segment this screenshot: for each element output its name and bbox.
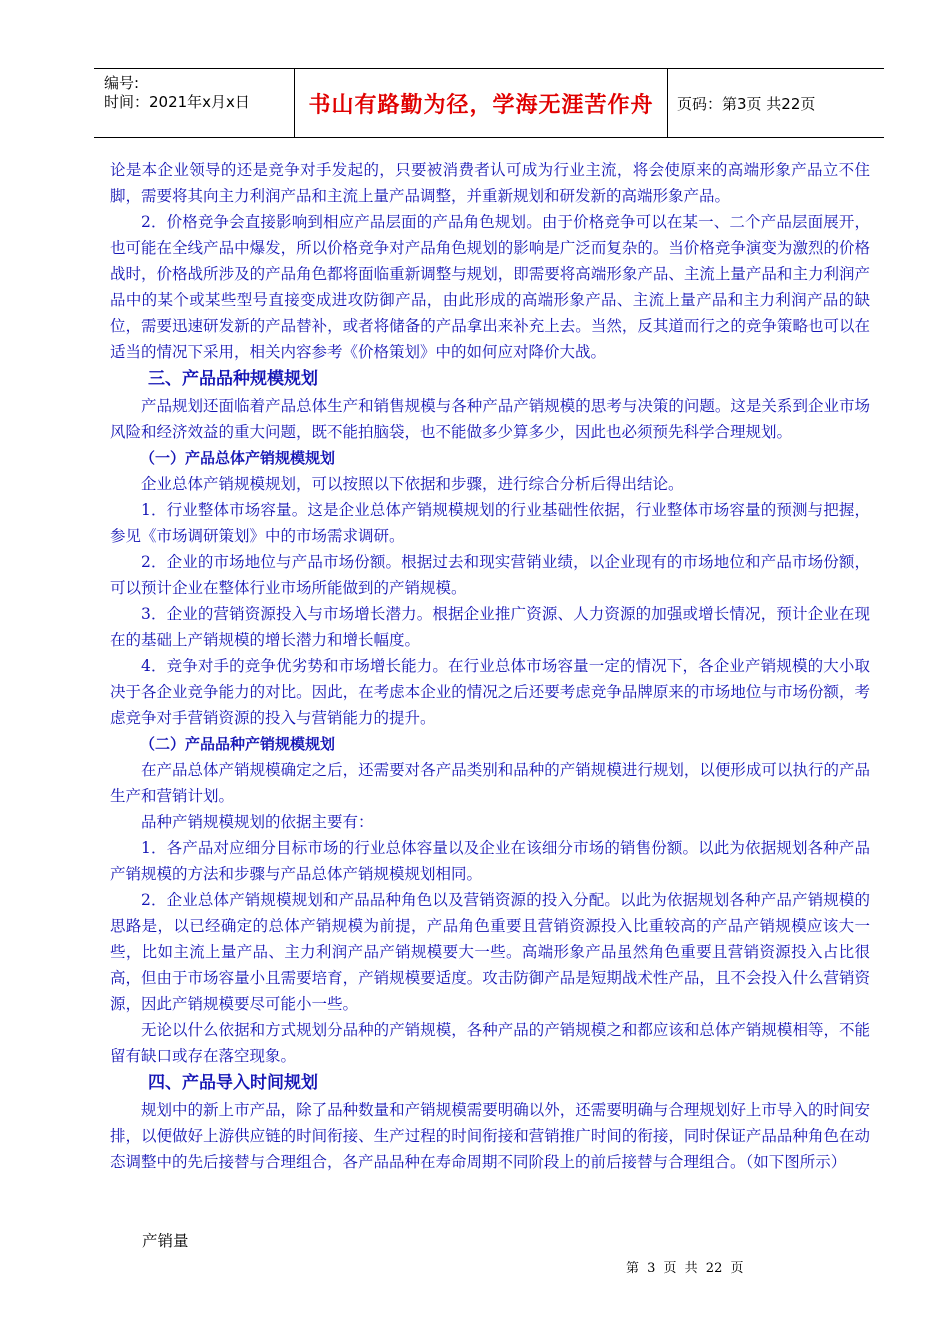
page-header	[94, 68, 884, 138]
paragraph: 无论以什么依据和方式规划分品种的产销规模，各种产品的产销规模之和都应该和总体产销规模相等，不能留有缺口或存在落空现象。	[110, 1021, 870, 1065]
page-footer: 第 3 页 共 22 页	[626, 1261, 744, 1276]
paragraph: 企业总体产销规模规划，可以按照以下依据和步骤，进行综合分析后得出结论。	[141, 475, 684, 493]
paragraph: 规划中的新上市产品，除了品种数量和产销规模需要明确以外，还需要明确与合理规划好上市导入的时间安排，以便做好上游供应链的时间衔接、生产过程的时间衔接和营销推广时间的衔接，同时保证产品品种角色在动态调整中的先后接替与合理组合，各产品品种在寿命周期不同阶段上的前后接替与合理组合。（如下图所示）	[110, 1101, 870, 1171]
paragraph: 2．企业的市场地位与产品市场份额。根据过去和现实营销业绩，以企业现有的市场地位和产品市场份额，可以预计企业在整体行业市场所能做到的产销规模。	[110, 553, 870, 597]
paragraph: 3．企业的营销资源投入与市场增长潜力。根据企业推广资源、人力资源的加强或增长情况，预计企业在现在的基础上产销规模的增长潜力和增长幅度。	[110, 605, 870, 649]
subsection-heading: （二）产品品种产销规模规划	[140, 735, 336, 753]
doc-code-label: 编号:	[104, 74, 140, 92]
paragraph: 产品规划还面临着产品总体生产和销售规模与各种产品产销规模的思考与决策的问题。这是关系到企业市场风险和经济效益的重大问题，既不能拍脑袋，也不能做多少算多少，因此也必须预先科学合理规划。	[110, 397, 870, 441]
section-heading: 四、产品导入时间规划	[148, 1073, 318, 1093]
header-motto: 书山有路勤为径，学海无涯苦作舟	[294, 69, 668, 137]
header-page-number: 页码：第3页 共22页	[677, 94, 816, 113]
paragraph: 论是本企业领导的还是竞争对手发起的，只要被消费者认可成为行业主流，将会使原来的高端形象产品立不住脚，需要将其向主力利润产品和主流上量产品调整，并重新规划和研发新的高端形象产品。	[110, 161, 870, 205]
doc-time-label: 时间：2021年x月x日	[104, 93, 250, 111]
paragraph: 1．行业整体市场容量。这是企业总体产销规模规划的行业基础性依据，行业整体市场容量的预测与把握，参见《市场调研策划》中的市场需求调研。	[110, 501, 870, 545]
paragraph: 品种产销规模规划的依据主要有：	[141, 813, 374, 831]
section-heading: 三、产品品种规模规划	[148, 369, 318, 389]
paragraph: 1．各产品对应细分目标市场的行业总体容量以及企业在该细分市场的销售份额。以此为依据规划各种产品产销规模的方法和步骤与产品总体产销规模规划相同。	[110, 839, 870, 883]
header-meta	[94, 69, 294, 137]
subsection-heading: （一）产品总体产销规模规划	[140, 449, 336, 467]
paragraph: 4．竞争对手的竞争优劣势和市场增长能力。在行业总体市场容量一定的情况下，各企业产销规模的大小取决于各企业竞争能力的对比。因此，在考虑本企业的情况之后还要考虑竞争品牌原来的市场地位与市场份额，考虑竞争对手营销资源的投入与营销能力的提升。	[110, 657, 870, 727]
paragraph: 2．企业总体产销规模规划和产品品种角色以及营销资源的投入分配。以此为依据规划各种产品产销规模的思路是，以已经确定的总体产销规模为前提，产品角色重要且营销资源投入比重较高的产品产销规模应该大一些，比如主流上量产品、主力利润产品产销规模要大一些。高端形象产品虽然角色重要且营销资源投入占比很高，但由于市场容量小且需要培育，产销规模要适度。攻击防御产品是短期战术性产品，且不会投入什么营销资源，因此产销规模要尽可能小一些。	[110, 891, 870, 1013]
chart-axis-label: 产销量	[142, 1232, 189, 1250]
paragraph: 在产品总体产销规模确定之后，还需要对各产品类别和品种的产销规模进行规划，以便形成可以执行的产品生产和营销计划。	[110, 761, 870, 805]
paragraph: 2．价格竞争会直接影响到相应产品层面的产品角色规划。由于价格竞争可以在某一、二个产品层面展开，也可能在全线产品中爆发，所以价格竞争对产品角色规划的影响是广泛而复杂的。当价格竞争演变为激烈的价格战时，价格战所涉及的产品角色都将面临重新调整与规划，即需要将高端形象产品、主流上量产品和主力利润产品中的某个或某些型号直接变成进攻防御产品，由此形成的高端形象产品、主流上量产品和主力利润产品的缺位，需要迅速研发新的产品替补，或者将储备的产品拿出来补充上去。当然，反其道而行之的竞争策略也可以在适当的情况下采用，相关内容参考《价格策划》中的如何应对降价大战。	[110, 213, 870, 361]
document-body	[110, 157, 870, 1175]
